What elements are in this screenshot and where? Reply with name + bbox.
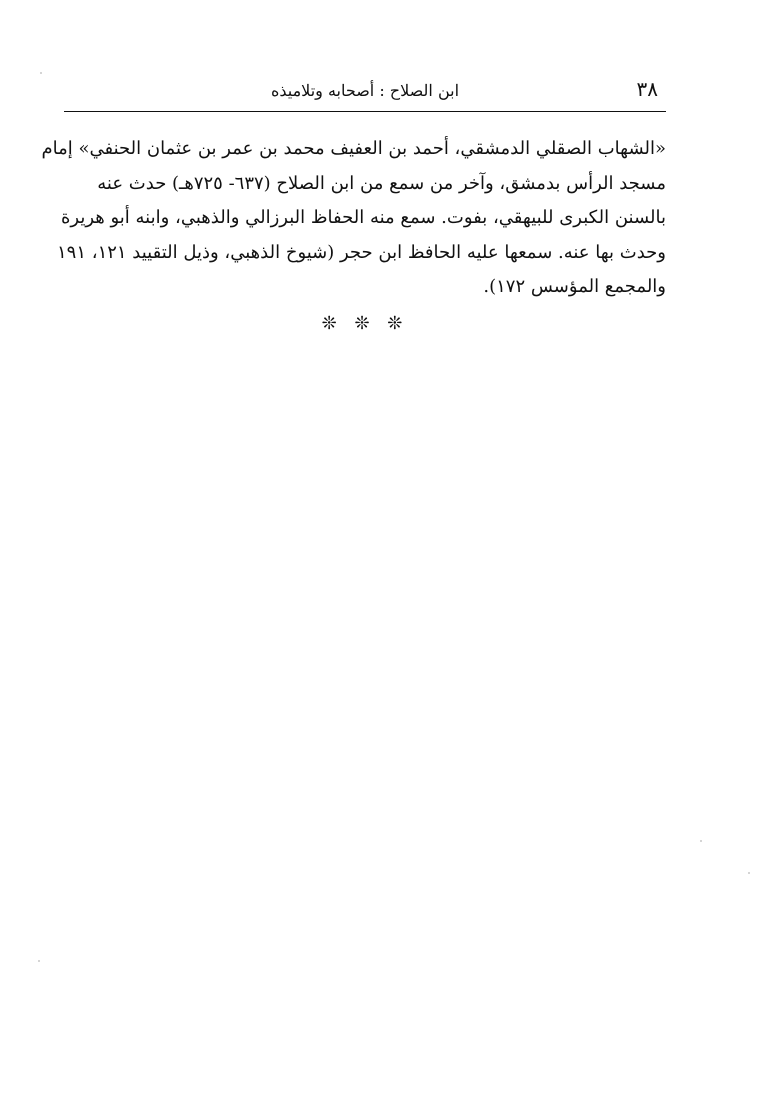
text-line: بالسنن الكبرى للبيهقي، بفوت. سمع منه الحفاظ البرزالي والذهبي، وابنه أبو هريرة	[60, 207, 666, 229]
scan-speck	[748, 872, 750, 874]
section-end-ornament: ❊ ❊ ❊	[321, 313, 409, 334]
page-number: ٣٨	[636, 77, 658, 101]
header-rule	[64, 111, 666, 112]
scan-speck	[40, 72, 42, 74]
scan-speck	[38, 960, 40, 962]
running-header-title: ابن الصلاح : أصحابه وتلاميذه	[270, 81, 460, 100]
text-line: وحدث بها عنه. سمعها عليه الحافظ ابن حجر (شيوخ الذهبي، وذيل التقييد ١٢١، ١٩١	[57, 241, 666, 263]
body-paragraph	[41, 132, 666, 305]
scan-speck	[700, 840, 702, 842]
running-header	[64, 76, 666, 106]
text-line: والمجمع المؤسس ١٧٢).	[483, 276, 666, 298]
text-line: «الشهاب الصقلي الدمشقي، أحمد بن العفيف محمد بن عمر بن عثمان الحنفي» إمام	[41, 138, 666, 159]
text-line: مسجد الرأس بدمشق، وآخر من سمع من ابن الصلاح (٦٣٧- ٧٢٥هـ) حدث عنه	[97, 172, 666, 194]
